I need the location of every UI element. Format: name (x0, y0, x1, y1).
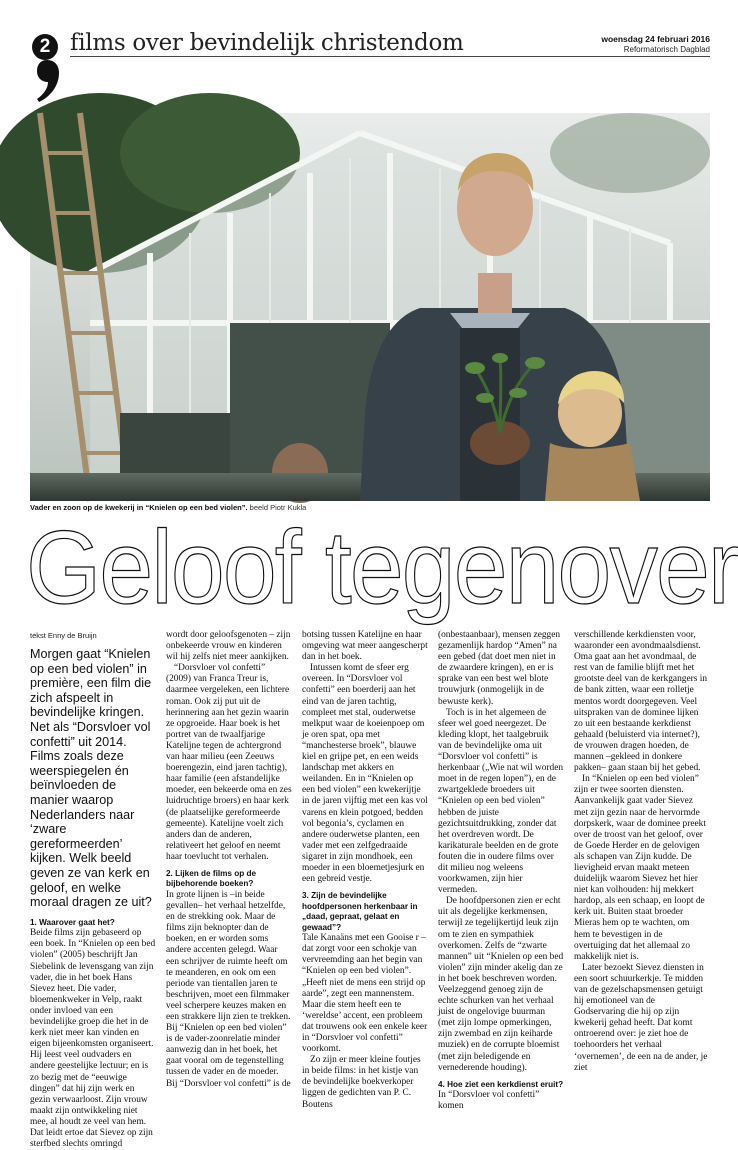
body-paragraph: In “Dorsvloer vol confetti” komen (438, 1090, 540, 1112)
question-heading-1: 1. Waarover gaat het? (30, 917, 115, 927)
body-paragraph: Tale Kanaäns met een Gooise r – dat zorgt voor een schokje van vervreemding aan het begin van “Knielen op een bed violen”. „Heeft niet de mens een strijd op aarde”, zegt een mannenstem. Maar die stem heeft een te ‘wereldse’ accent, een probleem dat trouwens ook een enkele keer in “Dorsvloer vol confetti” voorkomt. (302, 933, 428, 1055)
comma-logo-icon (34, 58, 60, 104)
question-heading-2: 2. Lijken de films op de bijbehorende boeken? (166, 868, 257, 889)
section-title: films over bevindelijk christendom (70, 30, 464, 56)
body-paragraph: In “Knielen op een bed violen” zijn er twee soorten diensten. Aanvankelijk gaat vader Sievez met zijn gezin naar de hervormde dorpskerk, waar de dominee preekt over de troost van het geloof, over de Goede Herder en de gelovigen als schapen van Zijn kudde. De lievigheid ervan maakt meteen duidelijk waarom Sievez het hier niet kan volhouden: hij mekkert hardop, als een schaap, en loopt de kerk uit. Buiten staat broeder Mieras hem op te wachten, om hem te bevestigen in de overtuiging dat het allemaal zo makkelijk niet is. (574, 774, 706, 962)
masthead-divider (70, 56, 710, 57)
body-paragraph: Toch is in het algemeen de sfeer wel goed neergezet. De kleding klopt, het taalgebruik van de bevindelijke oma uit “Dorsvloer vol confetti” is herkenbaar („Wie nat wil worden moet in de regen lopen”), en de zwartgeklede broeders uit “Knielen op een bed violen” hebben de juiste gezichtsuitdrukking, zonder dat het overdreven wordt. De karikaturale beelden en de grote fouten die in oudere films over dit milieu nog weleens voorkwamen, zijn hier vermeden. (438, 707, 564, 896)
body-paragraph: Beide films zijn gebaseerd op een boek. In “Knielen op een bed violen” (2005) beschrijft Jan Siebelink de levensgang van zijn vader, die in het boek Hans Sievez heet. Die vader, bloemenkweker in Velp, raakt onder invloed van een bevindelijke groep die het in de kerk niet meer kan vinden en eigen bijeenkomsten organiseert. Hij leest veel oudvaders en andere geestelijke lectuur; en is zo bezig met de “eeuwige dingen” dat hij zijn werk en gezin verwaarloost. Zijn vrouw maakt zijn ontwikkeling niet mee, al houdt ze veel van hem. Dat leidt ertoe dat Sievez op zijn sterfbed slechts omringd (30, 928, 156, 1150)
article-column-1 (30, 630, 156, 1150)
body-paragraph: In grote lijnen is –in beide gevallen– het verhaal hetzelfde, en de strekking ook. Maar de films zijn beknopter dan de boeken, en er worden soms andere accenten gelegd. Waar een schrijver de ruimte heeft om te meanderen, en ook om een periode van tientallen jaren te beschrijven, moet een filmmaker veel scherpere keuzes maken en een strakkere lijn zien te trekken. Bij “Knielen op een bed violen” is de vader-zoonrelatie minder aanwezig dan in het boek, het gaat vooral om de tegenstelling tussen de vader en de moeder. Bij “Dorsvloer vol confetti” is de (166, 889, 291, 1089)
caption-text: Vader en zoon op de kwekerij in “Knielen op een bed violen”. (30, 503, 248, 512)
body-paragraph: botsing tussen Katelijne en haar omgeving wat meer aangescherpt dan in het boek. (302, 630, 428, 663)
article-column-3 (302, 630, 428, 1111)
article-column-4 (438, 630, 564, 1112)
body-paragraph: Zo zijn er meer kleine foutjes in beide films: in het kistje van de bevindelijke boekverkoper liggen de gedichten van P. C. Boutens (302, 1055, 421, 1110)
headline (26, 510, 738, 626)
greenhouse-scene-image (30, 113, 710, 501)
article-column-5 (574, 630, 708, 1074)
body-paragraph: Later bezoekt Sievez diensten in een soort schuurkerkje. Te midden van de gezelschapsmensen getuigt hij emotioneel van de Godservaring die hij op zijn kwekerij gehad heeft. Dat komt ontroerend over: je ziet hoe de toehoorders het verhaal ‘overnemen’, de een na de ander, je ziet (574, 962, 708, 1073)
issue-date: woensdag 24 februari 2016 (601, 34, 710, 44)
body-paragraph: “Dorsvloer vol confetti” (2009) van Franca Treur is, daarmee vergeleken, een lichtere roman. Ook zij put uit de herinnering aan het gezin waarin ze opgroeide. Haar boek is het portret van de twaalfjarige Katelijne tegen de achtergrond van haar milieu (een Zeeuws boerengezin, eind jaren tachtig), haar familie (een afstandelijke moeder, een bekeerde oma en zes luidruchtige broers) en haar kerk (de plaatselijke gereformeerde gemeente). Katelijne voelt zich anders dan de anderen, relativeert het geloof en neemt haar toevlucht tot verhalen. (166, 663, 292, 862)
photo-credit: beeld Piotr Kukla (249, 503, 307, 512)
lead-paragraph: Morgen gaat “Knielen op een bed violen” in première, een film die zich afspeelt in bevindelijke kringen. Net als “Dorsvloer vol confetti” uit 2014. Films zoals deze weerspiegelen én beïnvloeden de manier waarop Nederlanders naar ‘zware gereformeerden’ kijken. Welk beeld geven ze van kerk en geloof, en welke moraal dragen ze uit? (30, 647, 152, 910)
headline-text: Geloof tegenover (26, 510, 738, 626)
question-heading-4: 4. Hoe ziet een kerkdienst eruit? (438, 1079, 564, 1089)
film-still-photo (30, 113, 710, 501)
question-heading-3: 3. Zijn de bevindelijke hoofdpersonen herkenbaar in „daad, gepraat, gelaat en gewaad”? (302, 891, 418, 932)
masthead (30, 28, 710, 108)
article-column-2 (166, 630, 292, 1090)
body-paragraph: verschillende kerkdiensten voor, waaronder een avondmaalsdienst. Oma gaat aan het avondmaal, de rest van de familie blijft met het grootste deel van de kerkgangers in de bank zitten, waar een rolletje mentos wordt doorgegeven. Veel uitspraken van de dominee lijken zo uit een bestaande kerkdienst gehaald (beluisterd via internet?), de vrouwen dragen hoeden, de mannen –gekleed in donkere pakken– gaan staan bij het gebed. (574, 630, 708, 774)
byline: tekst Enny de Bruijn (30, 631, 97, 640)
body-paragraph: De hoofdpersonen zien er echt uit als degelijke kerkmensen, terwijl ze tegelijkertijd leuk zijn om te zien en sympathiek overkomen. Zelfs de “zwarte mannen” uit “Knielen op een bed violen” zijn minder akelig dan ze in het boek beschreven worden. Veelzeggend genoeg zijn de echte schurken van het verhaal juist de ongelovige buurman (met zijn lompe opmerkingen, zijn zwembad en zijn keiharde muziek) en de corrupte bloemist (met zijn beledigende en vernederende houding). (438, 896, 564, 1073)
body-paragraph: wordt door geloofsgenoten – zijn onbekeerde vrouw en kinderen wil hij zelfs niet meer aankijken. (166, 630, 291, 663)
newspaper-name: Reformatorisch Dagblad (623, 45, 710, 54)
body-paragraph: (onbestaanbaar), mensen zeggen gezamenlijk hardop “Amen” na een gebed (dat doet men niet in de zwaardere kringen), en er is sprake van een best wel blote trouwjurk (onmogelijk in de bewuste kerk). (438, 630, 561, 707)
page-number-badge: 2 (32, 34, 58, 60)
body-paragraph: Intussen komt de sfeer erg overeen. In “Dorsvloer vol confetti” een boerderij aan het eind van de jaren tachtig, compleet met stal, ouderwetse melkput waar de koeienpoep om je oren spat, opa met “manchesterse broek”, blauwe kiel en grijpe pet, en een weids landschap met akkers en weilanden. En in “Knielen op een bed violen” een kwekerijtje in de jaren vijftig met een kas vol varens en klein potgoed, bedden vol begonia’s, cyclamen en andere ouderwetse planten, een vader met een zelfgedraaide sigaret in zijn mondhoek, een moeder in een bloemetjesjurk en een gebreid vestje. (302, 663, 428, 885)
